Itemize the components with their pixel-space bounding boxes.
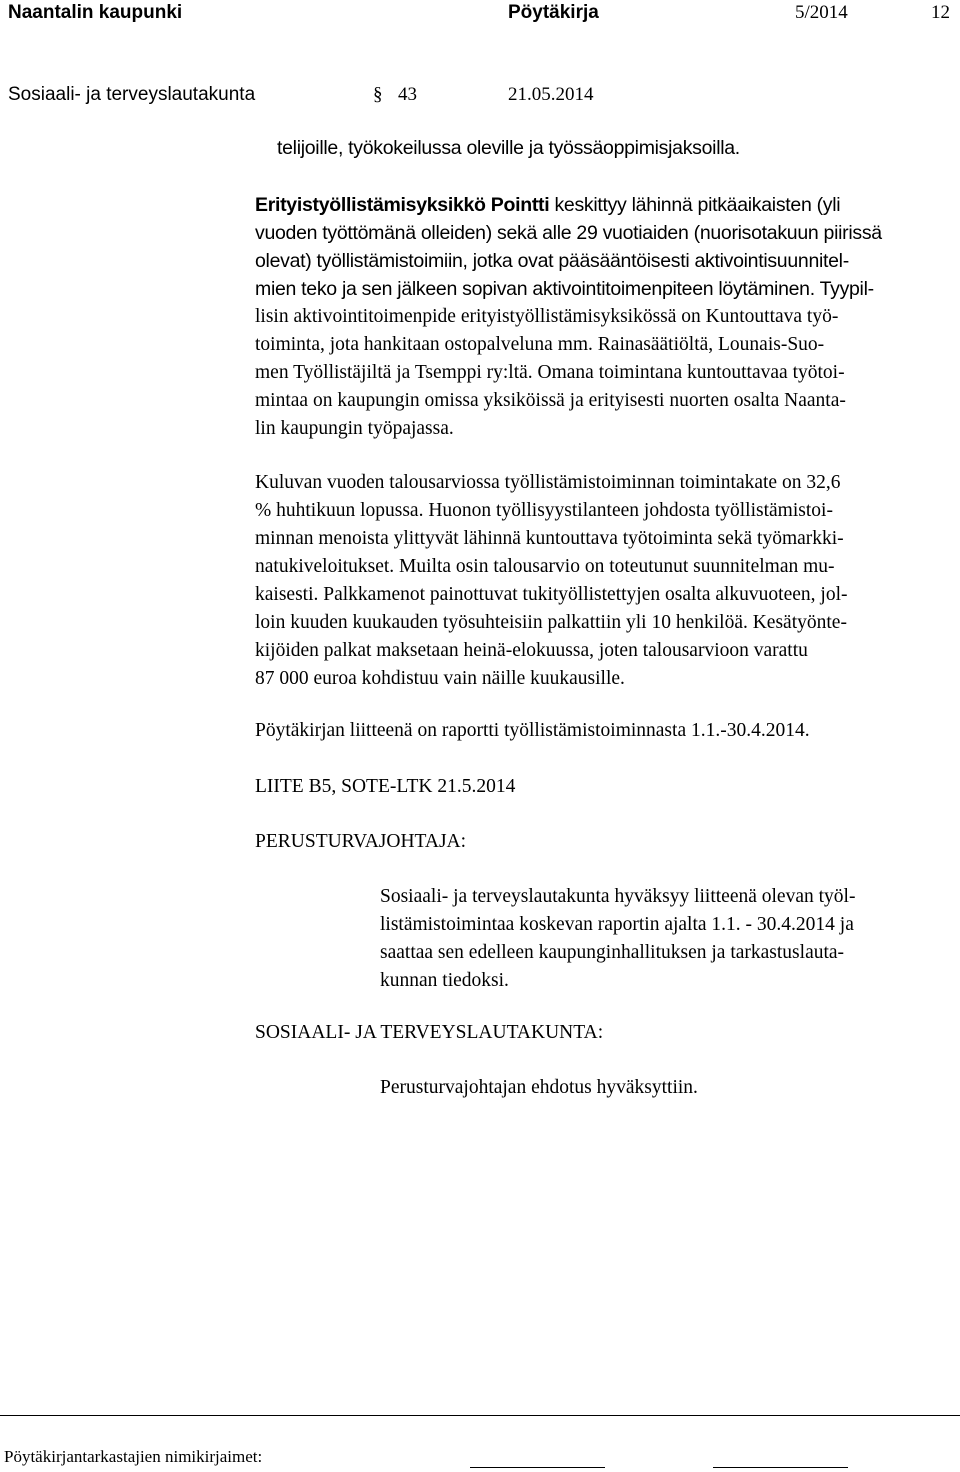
bold-lead: Erityistyöllistämisyksikkö Pointti (255, 194, 550, 216)
paragraph-1-line: mintaa on kaupungin omissa yksiköissä ja erityisesti nuorten osalta Naanta- (255, 390, 846, 411)
page-number: 12 (931, 2, 950, 23)
proposer-heading: PERUSTURVAJOHTAJA: (255, 831, 467, 852)
paragraph-1-line: olevat) työllistämistoimiin, jotka ovat pääsääntöisesti aktivointisuunnitel- (255, 250, 849, 272)
meeting-date: 21.05.2014 (508, 84, 594, 105)
proposal-line: saattaa sen edelleen kaupunginhallituksen ja tarkastuslauta- (380, 942, 845, 963)
proposal-line: kunnan tiedoksi. (380, 970, 509, 991)
paragraph-1-line: lin kaupungin työpajassa. (255, 418, 454, 439)
paragraph-2-line: loin kuuden kuukauden työsuhteisiin palkattiin yli 10 henkilöä. Kesätyönte- (255, 612, 847, 633)
attachment-note: Pöytäkirjan liitteenä on raportti työllistämistoiminnasta 1.1.-30.4.2014. (255, 720, 810, 741)
paragraph-1-line: mien teko ja sen jälkeen sopivan aktivointitoimenpiteen löytäminen. Tyypil- (255, 278, 874, 300)
paragraph-1-line-1 (255, 194, 840, 217)
paragraph-1-line: lisin aktivointitoimenpide erityistyöllistämisyksikössä on Kuntouttava työ- (255, 306, 839, 327)
attachment-reference: LIITE B5, SOTE-LTK 21.5.2014 (255, 776, 516, 797)
paragraph-2-line: minnan menoista ylittyvät lähinnä kuntouttava työtoiminta sekä työmarkki- (255, 528, 844, 549)
document-type: Pöytäkirja (508, 2, 599, 23)
signature-line (470, 1467, 605, 1468)
proposal-line: listämistoimintaa koskevan raportin ajalta 1.1. - 30.4.2014 ja (380, 914, 854, 935)
proposal-line: Sosiaali- ja terveyslautakunta hyväksyy liitteenä olevan työl- (380, 886, 856, 907)
signature-label: Pöytäkirjantarkastajien nimikirjaimet: (4, 1447, 263, 1466)
paragraph-1-line: toiminta, jota hankitaan ostopalveluna mm. Rainasäätiöltä, Lounais-Suo- (255, 334, 825, 355)
board-name: Sosiaali- ja terveyslautakunta (8, 84, 256, 105)
paragraph-2-line: Kuluvan vuoden talousarviossa työllistämistoiminnan toimintakate on 32,6 (255, 472, 841, 493)
paragraph-2-line: kijöiden palkat maksetaan heinä-elokuussa, joten talousarvioon varattu (255, 640, 808, 661)
signature-line (713, 1467, 848, 1468)
paragraph-2-line: natukiveloitukset. Muilta osin talousarvio on toteutunut suunnitelman mu- (255, 556, 835, 577)
footer-divider (0, 1415, 960, 1416)
section-number: 43 (398, 84, 417, 105)
line-1-rest: keskittyy lähinnä pitkäaikaisten (yli (549, 194, 841, 216)
paragraph-1-line: men Työllistäjiltä ja Tsemppi ry:ltä. Omana toimintana kuntouttavaa työtoi- (255, 362, 845, 383)
issue-number: 5/2014 (795, 2, 848, 23)
intro-line: telijoille, työkokeilussa oleville ja työssäoppimisjaksoilla. (277, 137, 740, 159)
paragraph-2-line: kaisesti. Palkkamenot painottuvat tukityöllistettyjen osalta alkuvuoteen, jol- (255, 584, 848, 605)
section-symbol: § (373, 84, 383, 105)
paragraph-2-line: 87 000 euroa kohdistuu vain näille kuukausille. (255, 668, 625, 689)
decision-text: Perusturvajohtajan ehdotus hyväksyttiin. (380, 1077, 698, 1098)
paragraph-1-line: vuoden työttömänä olleiden) sekä alle 29 vuotiaiden (nuorisotakuun piirissä (255, 222, 882, 244)
paragraph-2-line: % huhtikuun lopussa. Huonon työllisyystilanteen johdosta työllistämistoi- (255, 500, 833, 521)
municipality-name: Naantalin kaupunki (8, 2, 183, 23)
decision-heading: SOSIAALI- JA TERVEYSLAUTAKUNTA: (255, 1022, 604, 1043)
